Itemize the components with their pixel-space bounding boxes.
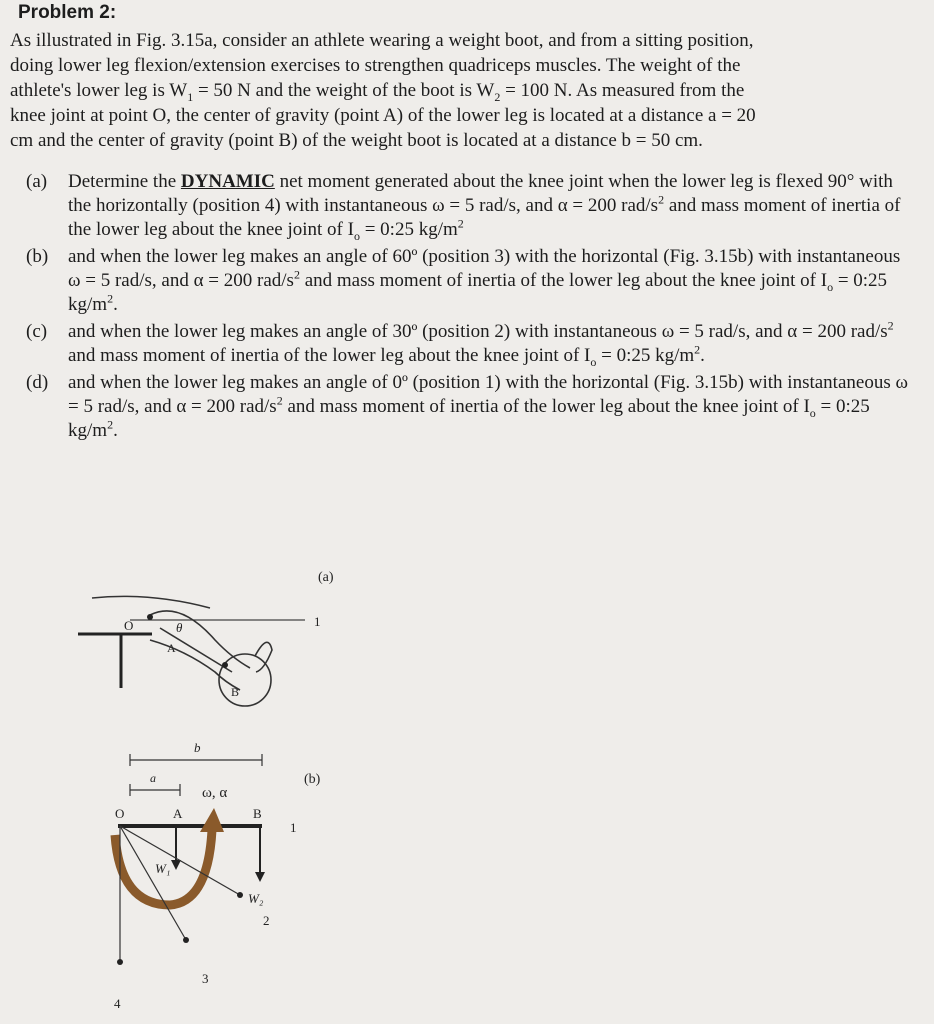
knee-joint-point <box>147 614 153 620</box>
label-b: b <box>194 740 201 755</box>
position-1-label-b: 1 <box>290 820 297 835</box>
question-text: and when the lower leg makes an angle of 0º (position 1) with the horizontal (Fig. 3.15b) with instantaneous ω = 5 rad/s, and α = 200 rad/$s^2$ and mass moment of inertia of the lower leg about the knee joint of $I_o$ = 0:25 $kg/m^2$. <box>68 372 908 441</box>
thigh-outline <box>92 596 210 608</box>
intro-line: cm and the center of gravity (point B) of the weight boot is located at a distance b = 50 cm. <box>10 130 703 151</box>
question-label: (c) <box>26 321 48 342</box>
caption-b: (b) <box>304 772 321 787</box>
position-3-label: 3 <box>202 971 209 986</box>
question-label: (a) <box>26 171 48 192</box>
label-A-b: A <box>173 806 183 821</box>
dynamic-emphasis: DYNAMIC <box>180 171 275 192</box>
question-label: (d) <box>26 372 49 393</box>
question-label: (b) <box>26 246 49 267</box>
position-1-label-a: 1 <box>314 614 321 629</box>
caption-a: (a) <box>318 570 334 585</box>
label-O-a: O <box>124 618 134 633</box>
intro-line: athlete's lower leg is $W_1 = 50$ N and the weight of the boot is $W_2 = 100$ N. As measured from the <box>10 80 745 104</box>
question-text: and when the lower leg makes an angle of 30º (position 2) with instantaneous ω = 5 rad/s, and α = 200 rad/$s^2$ and mass moment of inertia of the lower leg about the knee joint of $I_o$ = 0:25 $kg/m^2$. <box>68 318 894 369</box>
label-B-b: B <box>253 806 262 821</box>
leg-position-2 <box>120 826 240 895</box>
question-text: Determine the DYNAMIC net moment generated about the knee joint when the lower leg is flexed 90° with the horizontally (position 4) with instantaneous ω = 5 rad/s, and α = 200 rad/$s^2$ and mass moment of inertia of the lower leg about the knee joint of $I_o$ = 0:25 $kg/m^2$ <box>68 171 901 243</box>
label-omega-alpha: ω, α <box>202 785 228 801</box>
label-a: a <box>150 771 156 785</box>
position-4-label: 4 <box>114 996 121 1011</box>
label-B-a: B <box>231 685 240 699</box>
question-text: and when the lower leg makes an angle of 60º (position 3) with the horizontal (Fig. 3.15b) with instantaneous ω = 5 rad/s, and α = 200 rad/$s^2$ and mass moment of inertia of the lower leg about the knee joint of $I_o$ = 0:25 $kg/m^2$. <box>68 246 901 315</box>
boot-point <box>222 662 228 668</box>
label-W2: W₂ <box>248 891 264 906</box>
chair-icon <box>78 634 152 688</box>
intro-line: knee joint at point O, the center of gravity (point A) of the lower leg is located at a distance a = 20 <box>10 105 756 126</box>
label-theta: θ <box>176 620 183 635</box>
label-A-a: A <box>167 641 176 655</box>
label-W1: W₁ <box>155 861 171 876</box>
leg-with-boot <box>150 611 272 706</box>
label-O-b: O <box>115 806 125 821</box>
intro-line: doing lower leg flexion/extension exercises to strengthen quadriceps muscles. The weight of the <box>10 55 741 76</box>
intro-line: As illustrated in Fig. 3.15a, consider an athlete wearing a weight boot, and from a sitting position, <box>10 30 754 51</box>
problem-heading: Problem 2: <box>18 2 117 23</box>
position-2-label: 2 <box>263 913 270 928</box>
